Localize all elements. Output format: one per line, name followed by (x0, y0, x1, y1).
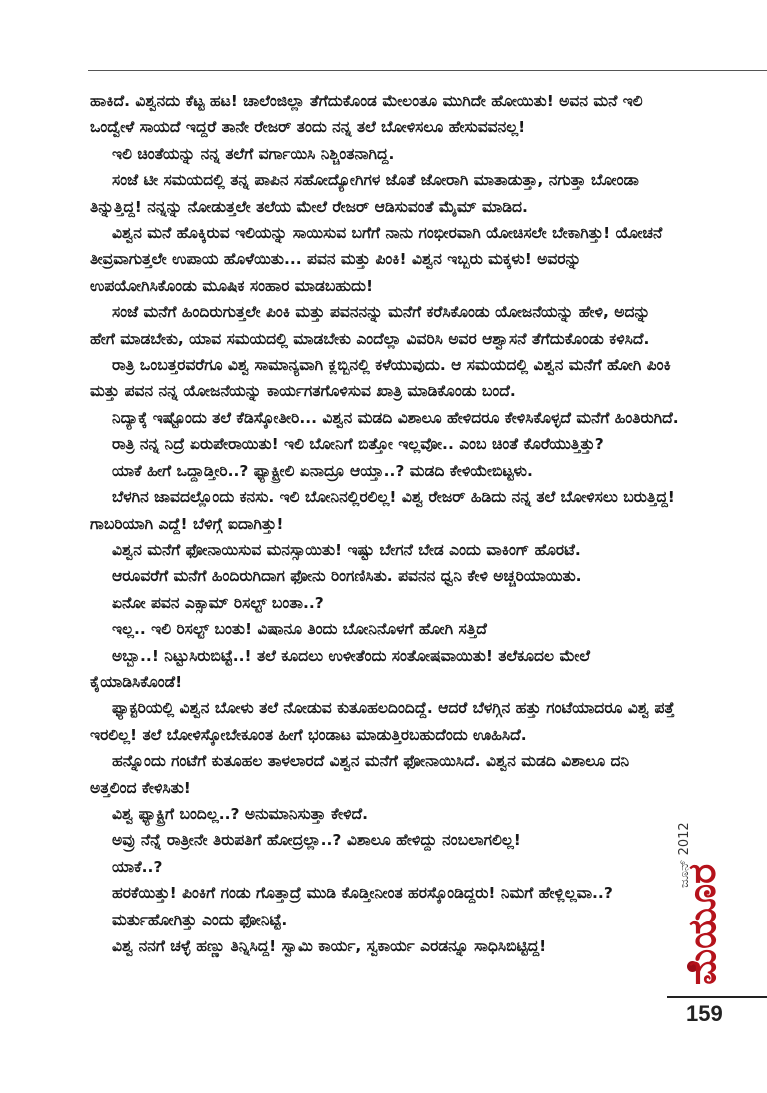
paragraph: ಮರ್ತುಹೋಗಿತ್ತು ಎಂದು ಫೋನಿಟ್ಟೆ. (112, 910, 288, 929)
issue-date: ಜೂನ್ 2012 (677, 822, 692, 888)
paragraph: ವಿಶ್ವನ ಮನೆಗೆ ಫೋನಾಯಿಸುವ ಮನಸ್ಸಾಯಿತು! ಇಷ್ಟು ಬೇಗನೆ ಬೇಡ ಎಂದು ವಾಕಿಂಗ್ ಹೊರಟೆ. (112, 540, 581, 559)
paragraph: ಬೆಳಗಿನ ಜಾವದಲ್ಲೊಂದು ಕನಸು. ಇಲಿ ಬೋನಿನಲ್ಲಿರಲಿಲ್ಲ! ವಿಶ್ವ ರೇಜರ್ ಹಿಡಿದು ನನ್ನ ತಲೆ ಬೋಳಿಸಲು ಬರುತ್ತಿದ್ದ! ಗಾಬರಿಯಾಗಿ ಎದ್ದೆ! ಬೆಳಿಗ್ಗೆ ಐದಾಗಿತ್ತು! (90, 488, 675, 533)
paragraph: ಹನ್ನೊಂದು ಗಂಟೆಗೆ ಕುತೂಹಲ ತಾಳಲಾರದೆ ವಿಶ್ವನ ಮನೆಗೆ ಫೋನಾಯಿಸಿದೆ. ವಿಶ್ವನ ಮಡದಿ ವಿಶಾಲೂ ದನಿ ಅತ್ತಲಿಂದ ಕೇಳಿಸಿತು! (90, 752, 630, 797)
header-rule (88, 70, 767, 71)
paragraph: ವಿಶ್ವನ ಮನೆ ಹೊಕ್ಕಿರುವ ಇಲಿಯನ್ನು ಸಾಯಿಸುವ ಬಗೆಗೆ ನಾನು ಗಂಭೀರವಾಗಿ ಯೋಚಿಸಲೇ ಬೇಕಾಗಿತ್ತು! ಯೋಚನೆ ತೀವ್ರವಾಗುತ್ತಲೇ ಉಪಾಯ ಹೊಳೆಯಿತು... ಪವನ ಮತ್ತು ಪಿಂಕಿ! ವಿಶ್ವನ ಇಬ್ಬರು ಮಕ್ಕಳು! ಅವರನ್ನು ಉಪಯೋಗಿಸಿಕೊಂಡು ಮೂಷಿಕ ಸಂಹಾರ ಮಾಡಬಹುದು! (90, 224, 663, 295)
paragraph: ಸಂಜೆ ಮನೆಗೆ ಹಿಂದಿರುಗುತ್ತಲೇ ಪಿಂಕಿ ಮತ್ತು ಪವನನನ್ನು ಮನೆಗೆ ಕರೆಸಿಕೊಂಡು ಯೋಜನೆಯನ್ನು ಹೇಳಿ, ಅದನ್ನು ಹೇಗೆ ಮಾಡಬೇಕು, ಯಾವ ಸಮಯದಲ್ಲಿ ಮಾಡಬೇಕು ಎಂದೆಲ್ಲಾ ವಿವರಿಸಿ ಅವರ ಆಶ್ವಾಸನೆ ತೆಗೆದುಕೊಂಡು ಕಳಿಸಿದೆ. (90, 303, 651, 348)
footer-rule (667, 996, 767, 998)
paragraph: ಇಲ್ಲ.. ಇಲಿ ರಿಸಲ್ಟ್ ಬಂತು! ವಿಷಾನೂ ತಿಂದು ಬೋನಿನೊಳಗೆ ಹೋಗಿ ಸತ್ತಿದೆ (112, 620, 487, 639)
paragraph: ಇಲಿ ಚಿಂತೆಯನ್ನು ನನ್ನ ತಲೆಗೆ ವರ್ಗಾಯಿಸಿ ನಿಶ್ಚಿಂತನಾಗಿದ್ದ. (112, 144, 395, 163)
paragraph: ಆರೂವರೆಗೆ ಮನೆಗೆ ಹಿಂದಿರುಗಿದಾಗ ಫೋನು ರಿಂಗಣಿಸಿತು. ಪವನನ ಧ್ವನಿ ಕೇಳಿ ಅಚ್ಚರಿಯಾಯಿತು. (112, 567, 582, 586)
paragraph: ನಿದ್ಯಾಕ್ಕೆ ಇಷ್ಟೊಂದು ತಲೆ ಕೆಡಿಸ್ಕೋತೀರಿ... ವಿಶ್ವನ ಮಡದಿ ವಿಶಾಲೂ ಹೇಳಿದರೂ ಕೇಳಿಸಿಕೊಳ್ಳದೆ ಮನೆಗೆ ಹಿಂತಿರುಗಿದೆ. (112, 408, 679, 427)
paragraph: ಯಾಕೆ ಹೀಗೆ ಒದ್ದಾಡ್ತೀರಿ..? ಫ್ಯಾಕ್ಟ್ರೀಲಿ ಏನಾದ್ರೂ ಆಯ್ತಾ..? ಮಡದಿ ಕೇಳಿಯೇಬಿಟ್ಟಳು. (112, 461, 533, 480)
paragraph: ಯಾಕೆ..? (112, 857, 163, 876)
paragraph: ರಾತ್ರಿ ಒಂಬತ್ತರವರೆಗೂ ವಿಶ್ವ ಸಾಮಾನ್ಯವಾಗಿ ಕ್ಲಬ್ಬಿನಲ್ಲಿ ಕಳೆಯುವುದು. ಆ ಸಮಯದಲ್ಲಿ ವಿಶ್ವನ ಮನೆಗೆ ಹೋಗಿ ಪಿಂಕಿ ಮತ್ತು ಪವನ ನನ್ನ ಯೋಜನೆಯನ್ನು ಕಾರ್ಯಗತಗೊಳಿಸುವ ಖಾತ್ರಿ ಮಾಡಿಕೊಂಡು ಬಂದೆ. (90, 356, 671, 401)
article-body (90, 88, 680, 959)
paragraph: ಅವ್ರು ನೆನ್ನೆ ರಾತ್ರೀನೇ ತಿರುಪತಿಗೆ ಹೋದ್ರಲ್ಲಾ..? ವಿಶಾಲೂ ಹೇಳಿದ್ದು ನಂಬಲಾಗಲಿಲ್ಲ! (112, 831, 521, 850)
paragraph: ಅಬ್ಬಾ..! ನಿಟ್ಟುಸಿರುಬಿಟ್ಟೆ..! ತಲೆ ಕೂದಲು ಉಳೀತೆಂದು ಸಂತೋಷವಾಯಿತು! ತಲೆಕೂದಲ ಮೇಲೆ ಕೈಯಾಡಿಸಿಕೊಂಡೆ! (90, 646, 590, 691)
paragraph: ವಿಶ್ವ ಫ್ಯಾಕ್ಟ್ರಿಗೆ ಬಂದಿಲ್ಲ..? ಅನುಮಾನಿಸುತ್ತಾ ಕೇಳಿದೆ. (112, 804, 369, 823)
page-number: 159 (686, 1001, 723, 1026)
paragraph: ಹರಕೆಯಿತ್ತು! ಪಿಂಕಿಗೆ ಗಂಡು ಗೊತ್ತಾದ್ರೆ ಮುಡಿ ಕೊಡ್ತೀನೀಂತ ಹರಸ್ಕೊಂಡಿದ್ದರು! ನಿಮಗೆ ಹೇಳ್ಲಿಲ್ಲವಾ..? (112, 884, 613, 903)
paragraph: ಏನೋ ಪವನ ಎಕ್ಸಾಮ್ ರಿಸಲ್ಟ್ ಬಂತಾ..? (112, 593, 324, 612)
paragraph: ಸಂಜೆ ಟೀ ಸಮಯದಲ್ಲಿ ತನ್ನ ಪಾಪಿನ ಸಹೋದ್ಯೋಗಿಗಳ ಜೊತೆ ಜೋರಾಗಿ ಮಾತಾಡುತ್ತಾ, ನಗುತ್ತಾ ಬೋಂಡಾ ತಿನ್ನುತ್ತಿದ್ದ! ನನ್ನನ್ನು ನೋಡುತ್ತಲೇ ತಲೆಯ ಮೇಲೆ ರೇಜರ್ ಆಡಿಸುವಂತೆ ಮೈಮ್ ಮಾಡಿದ. (90, 171, 639, 216)
magazine-logo: ಮಯೂರ (680, 863, 724, 985)
paragraph: ಹಾಕಿದೆ. ವಿಶ್ವನದು ಕೆಟ್ಟ ಹಟ! ಚಾಲೆಂಜಿಲ್ಲಾ ತೆಗೆದುಕೊಂಡ ಮೇಲಂತೂ ಮುಗಿದೇ ಹೋಯಿತು! ಅವನ ಮನೆ ಇಲಿ ಒಂದ್ವೇಳೆ ಸಾಯದೆ ಇದ್ದರೆ ತಾನೇ ರೇಜರ್ ತಂದು ನನ್ನ ತಲೆ ಬೋಳಿಸಲೂ ಹೇಸುವವನಲ್ಲ! (90, 92, 643, 137)
paragraph: ವಿಶ್ವ ನನಗೆ ಚಳ್ಳೆ ಹಣ್ಣು ತಿನ್ನಿಸಿದ್ದ! ಸ್ವಾಮಿ ಕಾರ್ಯ, ಸ್ವಕಾರ್ಯ ಎರಡನ್ನೂ ಸಾಧಿಸಿಬಿಟ್ಟಿದ್ದ! (112, 937, 547, 955)
paragraph: ರಾತ್ರಿ ನನ್ನ ನಿದ್ರೆ ಏರುಪೇರಾಯಿತು! ಇಲಿ ಬೋನಿಗೆ ಬಿತ್ತೋ ಇಲ್ಲವೋ.. ಎಂಬ ಚಿಂತೆ ಕೊರೆಯುತ್ತಿತ್ತು? (112, 435, 604, 454)
paragraph: ಫ್ಯಾಕ್ಟರಿಯಲ್ಲಿ ವಿಶ್ವನ ಬೋಳು ತಲೆ ನೋಡುವ ಕುತೂಹಲದಿಂದಿದ್ದೆ. ಆದರೆ ಬೆಳಗ್ಗಿನ ಹತ್ತು ಗಂಟೆಯಾದರೂ ವಿಶ್ವ ಪತ್ತೆ ಇರಲಿಲ್ಲ! ತಲೆ ಬೋಳಿಸ್ಕೋಬೇಕೂಂತ ಹೀಗೆ ಭಂಡಾಟ ಮಾಡುತ್ತಿರಬಹುದೆಂದು ಊಹಿಸಿದೆ. (90, 699, 675, 744)
